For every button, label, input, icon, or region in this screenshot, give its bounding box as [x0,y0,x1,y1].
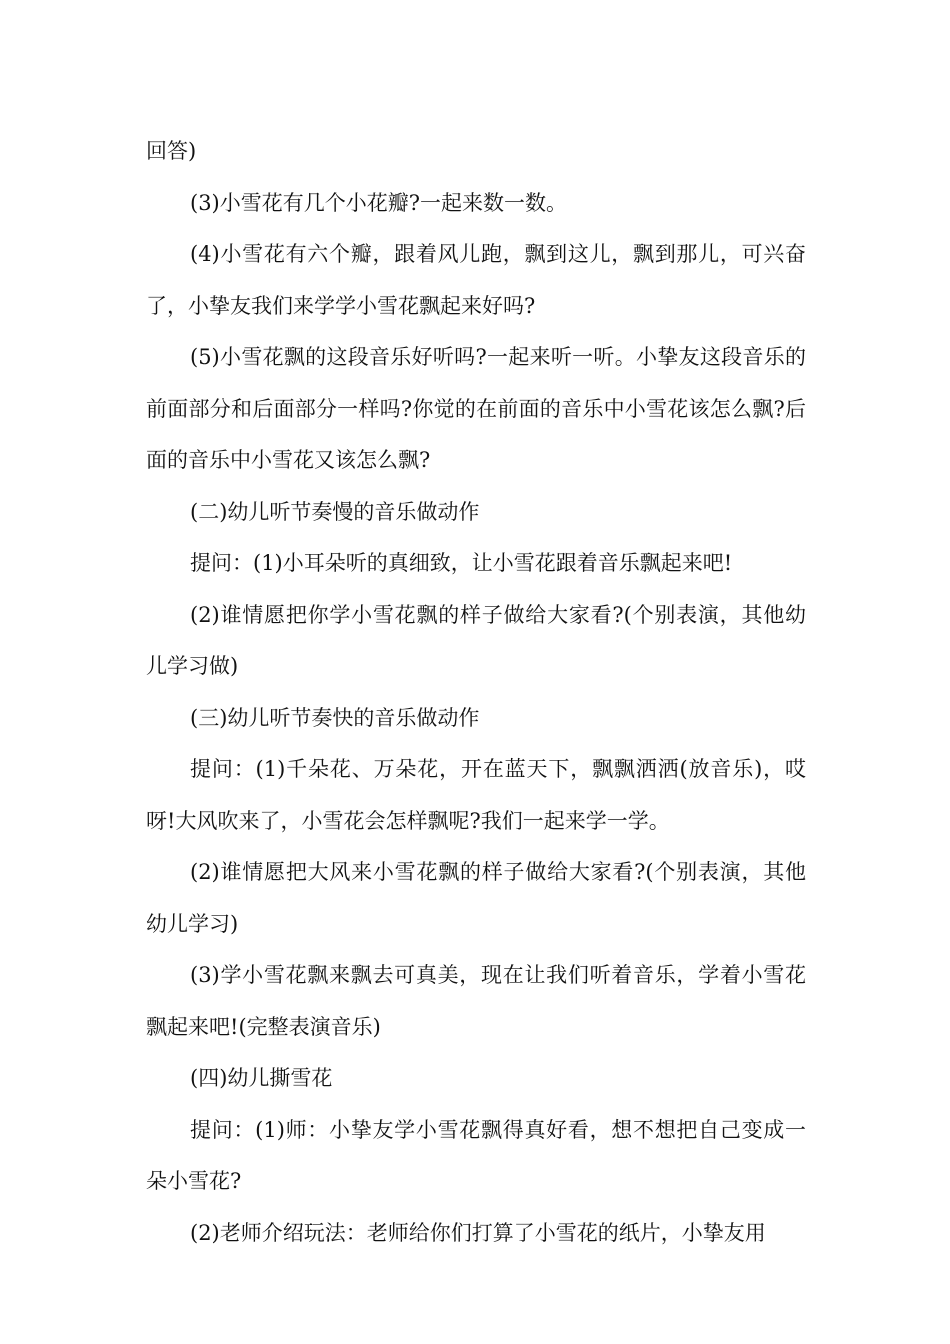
paragraph-4: (5)小雪花飘的这段音乐好听吗?一起来听一听。小挚友这段音乐的前面部分和后面部分一样吗?你觉的在前面的音乐中小雪花该怎么飘?后面的音乐中小雪花又该怎么飘? [146,345,806,472]
section-heading-2: (二)幼儿听节奏慢的音乐做动作 [190,499,480,524]
paragraph-2: (3)小雪花有几个小花瓣?一起来数一数。 [190,190,568,215]
paragraph-14: (2)老师介绍玩法：老师给你们打算了小雪花的纸片，小挚友用 [190,1220,766,1245]
paragraph-13: 提问：(1)师：小挚友学小雪花飘得真好看，想不想把自己变成一朵小雪花? [146,1117,806,1193]
paragraph-10: (2)谁情愿把大风来小雪花飘的样子做给大家看?(个别表演，其他幼儿学习) [146,860,806,936]
paragraph-1: 回答) [146,139,197,163]
paragraph-3: (4)小雪花有六个瓣，跟着风儿跑，飘到这儿，飘到那儿，可兴奋了，小挚友我们来学学小雪花飘起来好吗? [146,242,806,318]
document-body [146,126,806,1259]
paragraph-7: (2)谁情愿把你学小雪花飘的样子做给大家看?(个别表演，其他幼儿学习做) [146,602,806,678]
section-heading-4: (四)幼儿撕雪花 [190,1066,333,1090]
paragraph-11: (3)学小雪花飘来飘去可真美，现在让我们听着音乐，学着小雪花飘起来吧!(完整表演音乐) [146,963,806,1039]
paragraph-9: 提问：(1)千朵花、万朵花，开在蓝天下，飘飘洒洒(放音乐)，哎呀!大风吹来了，小雪花会怎样飘呢?我们一起来学一学。 [146,757,806,833]
section-heading-3: (三)幼儿听节奏快的音乐做动作 [190,705,480,730]
paragraph-6: 提问：(1)小耳朵听的真细致，让小雪花跟着音乐飘起来吧! [190,551,733,575]
